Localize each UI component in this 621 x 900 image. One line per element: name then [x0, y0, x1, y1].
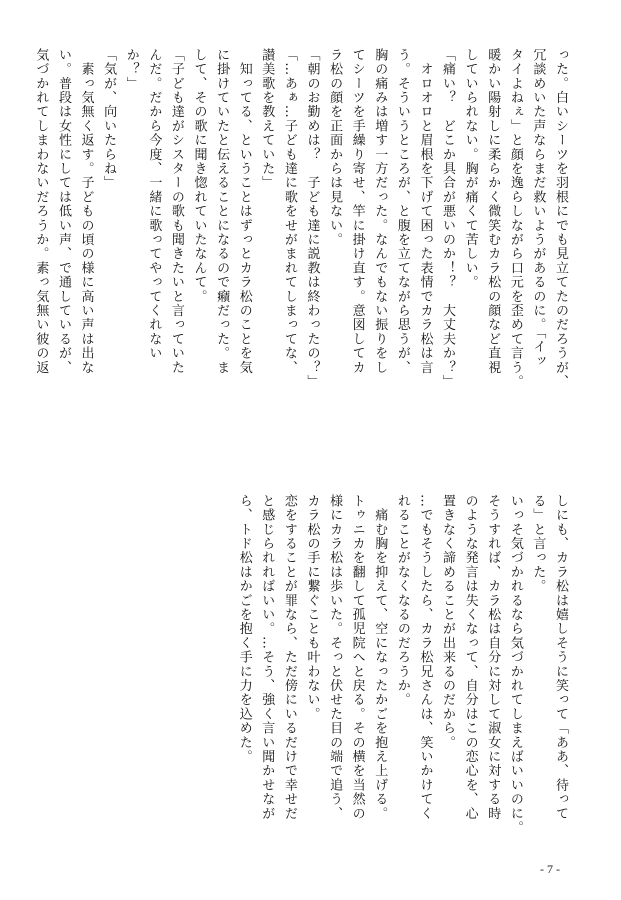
text-line: と感じられればいい。…そう、強く言い聞かせなが: [259, 494, 275, 821]
text-line: い。普段は女性にしては低い声、で通しているが、: [55, 48, 71, 375]
text-line: 置きなく諦めることが出来るのだから。: [440, 494, 456, 750]
text-line: 暖かい陽射しに柔らかく微笑むカラ松の顔など直視: [485, 48, 501, 375]
text-line: に掛けていたと伝えることになるので癪だった。ま: [214, 48, 230, 375]
text-line: う。そういうところが、と腹を立てながら思うが、: [394, 48, 410, 375]
text-line: オロオロと眉根を下げて困った表情でカラ松は言: [417, 48, 433, 375]
text-line: 知ってる、ということはずっとカラ松のことを気: [236, 48, 252, 375]
text-line: 痛む胸を抑えて、空になったかごを抱え上げる。: [372, 494, 388, 821]
upper-text-block: [11, 48, 571, 443]
text-line: 冗談めいた声ならまだ救いようがあるのに。「イッ: [530, 48, 546, 369]
text-line: 「子ども達がシスターの歌も聞きたいと言っていた: [168, 48, 184, 375]
text-line: った。白いシーツを羽根にでも見立てたのだろうが、: [553, 48, 568, 389]
text-line: か？」: [123, 48, 139, 91]
text-line: 「気が、向いたらね」: [101, 48, 117, 190]
text-line: んだ。だから今度、一緒に歌ってやってくれない: [146, 48, 162, 361]
text-line: 「…あぁ…子ども達に歌をせがまれてしまってな、: [281, 48, 297, 375]
text-line: トゥニカを翻して孤児院へと戻る。その横を当然の: [349, 494, 365, 821]
text-line: ら、トド松はかごを抱く手に力を込めた。: [236, 494, 252, 764]
text-line: して、その歌に聞き惚れていたなんて。: [191, 48, 207, 304]
page-number: - 7 -: [540, 862, 560, 876]
text-line: そうすれば、カラ松は自分に対して淑女に対する時: [485, 494, 501, 821]
text-line: 素っ気無く返す。子どもの頃の様に高い声は出な: [78, 48, 94, 375]
text-line: る」と言った。: [530, 494, 546, 594]
text-line: のような発言は失くなって、自分はこの恋心を、心: [462, 494, 478, 821]
text-line: 気づかれてしまわないだろうか。素っ気無い彼の返: [33, 48, 49, 375]
text-line: 讃美歌を教えていた」: [259, 48, 275, 190]
text-line: 「朝のお勤めは？ 子ども達に説教は終わったの？」: [304, 48, 320, 389]
text-line: タイよねぇ」と顔を逸らしながら口元を歪めて言う。: [507, 48, 523, 389]
lower-text-block: [231, 494, 571, 854]
text-line: 胸の痛みは増す一方だった。なんでもない振りをし: [372, 48, 388, 375]
text-line: 恋をすることが罪なら、ただ傍にいるだけで幸せだ: [281, 494, 297, 821]
text-line: れることがなくなるのだろうか。: [394, 494, 410, 707]
text-line: カラ松の手に繋ぐことも叶わない。: [304, 494, 320, 722]
text-line: てシーツを手繰り寄せ、竿に掛け直す。意図してカ: [349, 48, 365, 375]
text-line: 様にカラ松は歩いた。そっと伏せた目の端で追う、: [327, 494, 343, 821]
text-line: しにも、カラ松は嬉しそうに笑って「ああ、待って: [553, 494, 568, 821]
text-line: …でもそうしたら、カラ松兄さんは、笑いかけてく: [417, 494, 433, 821]
text-line: していられない。胸が痛くて苦しい。: [462, 48, 478, 290]
text-line: 「痛い？ どこか具合が悪いのか！？ 大丈夫か？」: [440, 48, 456, 389]
text-line: いっそ気づかれるなら気づかれてしまえばいいのに。: [507, 494, 523, 835]
text-line: ラ松の顔を正面からは見ない。: [327, 48, 343, 247]
